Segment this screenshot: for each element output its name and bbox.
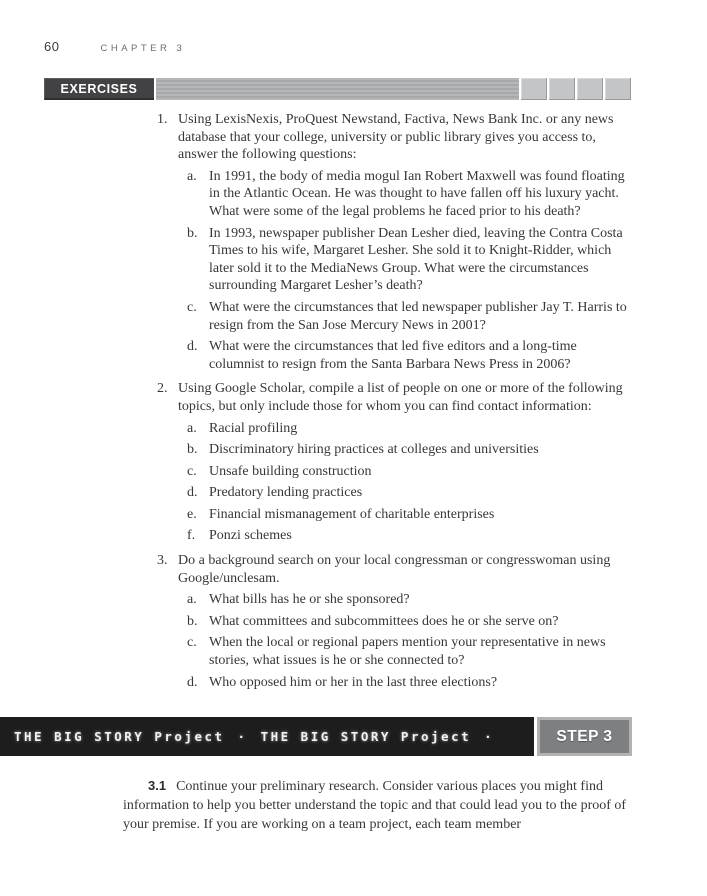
sub-item — [187, 441, 634, 459]
sub-item-letter: b. — [187, 442, 198, 458]
bar-tile — [549, 78, 575, 100]
sub-list — [187, 420, 634, 546]
exercise-number: 2. — [157, 381, 168, 397]
bar-tile — [605, 78, 631, 100]
sub-item-letter: b. — [187, 613, 198, 629]
sub-item-letter: b. — [187, 225, 198, 241]
banner-title: THE BIG STORY Project — [260, 729, 472, 744]
sub-item-letter: f. — [187, 528, 196, 544]
sub-list — [187, 168, 634, 374]
step-section-text: Continue your preliminary research. Consider various places you might find information to help you better understand the topic and that could lead you to the proof of your premise. If you are working on a team project, each team member — [123, 779, 627, 833]
sub-item — [187, 634, 634, 669]
sub-item-letter: c. — [187, 299, 197, 315]
banner-separator: · — [237, 729, 248, 744]
exercise-text: Using LexisNexis, ProQuest Newstand, Factiva, News Bank Inc. or any news database that your college, university or public library gives you access to, answer the following questions: — [178, 112, 614, 163]
sub-item — [187, 168, 634, 221]
step-badge: STEP 3 — [537, 717, 632, 756]
sub-list — [187, 591, 634, 691]
sub-item-letter: a. — [187, 420, 197, 436]
sub-item — [187, 420, 634, 438]
bar-tile — [521, 78, 547, 100]
sub-item-letter: d. — [187, 339, 198, 355]
exercise-number: 1. — [157, 112, 168, 127]
sub-item-letter: d. — [187, 674, 198, 690]
step-section-number: 3.1 — [148, 778, 167, 793]
exercise-item-3 — [157, 552, 634, 691]
exercise-item-2 — [157, 380, 634, 545]
sub-item — [187, 299, 634, 334]
sub-item-text: When the local or regional papers mention your representative in news stories, what issues is he or she connected to? — [209, 635, 606, 669]
sub-item-text: What were the circumstances that led five editors and a long-time columnist to resign from the Santa Barbara News Press in 2006? — [209, 339, 577, 372]
sub-item-text: In 1993, newspaper publisher Dean Lesher died, leaving the Contra Costa Times to his wife, Margaret Lesher. She sold it to Knight-Ridder, which later sold it to the MediaNews Group. What were the circumstances surrounding Margaret Lesher’s death? — [209, 225, 623, 294]
sub-item — [187, 463, 634, 481]
banner-title-strip — [0, 717, 534, 756]
sub-item — [187, 674, 634, 692]
step-paragraph — [123, 776, 633, 835]
sub-item-text: Who opposed him or her in the last three elections? — [209, 674, 498, 690]
exercise-number: 3. — [157, 553, 168, 569]
exercise-text: Using Google Scholar, compile a list of people on one or more of the following topics, but only include those for whom you can find contact information: — [178, 381, 623, 414]
sub-item-text: Racial profiling — [209, 420, 298, 436]
sub-item — [187, 506, 634, 524]
banner-title: THE BIG STORY Project — [14, 729, 225, 744]
sub-item-letter: c. — [187, 463, 197, 479]
sub-item-letter: e. — [187, 506, 197, 522]
sub-item-text: In 1991, the body of media mogul Ian Robert Maxwell was found floating in the Atlantic Ocean. He was thought to have fallen off his luxury yacht. What were some of the legal problems he faced prior to his death? — [209, 168, 625, 219]
sub-item-text: Ponzi schemes — [209, 528, 292, 544]
running-head — [44, 39, 185, 54]
exercise-list — [157, 111, 634, 691]
sub-item-text: What committees and subcommittees does he or she serve on? — [209, 613, 559, 629]
sub-item — [187, 484, 634, 502]
striped-rule — [156, 78, 519, 100]
sub-item-text: Predatory lending practices — [209, 485, 363, 501]
sub-item-text: Discriminatory hiring practices at colleges and universities — [209, 442, 539, 458]
sub-item — [187, 527, 634, 545]
sub-item-text: What were the circumstances that led newspaper publisher Jay T. Harris to resign from the San Jose Mercury News in 2001? — [209, 299, 627, 333]
sub-item-letter: d. — [187, 485, 198, 501]
sub-item-text: Unsafe building construction — [209, 463, 372, 479]
sub-item-text: What bills has he or she sponsored? — [209, 592, 410, 608]
exercise-item-1 — [157, 111, 634, 373]
exercises-header-bar — [44, 78, 631, 100]
sub-item — [187, 225, 634, 295]
sub-item-letter: c. — [187, 635, 197, 651]
sub-item-letter: a. — [187, 168, 197, 184]
sub-item — [187, 338, 634, 373]
sub-item — [187, 591, 634, 609]
sub-item — [187, 613, 634, 631]
exercise-text: Do a background search on your local congressman or congresswoman using Google/unclesam. — [178, 553, 611, 586]
banner-separator: · — [484, 729, 495, 744]
exercises-label: EXERCISES — [44, 78, 154, 100]
sub-item-letter: a. — [187, 592, 197, 608]
sub-item-text: Financial mismanagement of charitable enterprises — [209, 506, 495, 522]
big-story-banner — [0, 717, 632, 756]
page-number: 60 — [44, 39, 60, 54]
bar-tile — [577, 78, 603, 100]
chapter-label: CHAPTER 3 — [100, 43, 186, 54]
